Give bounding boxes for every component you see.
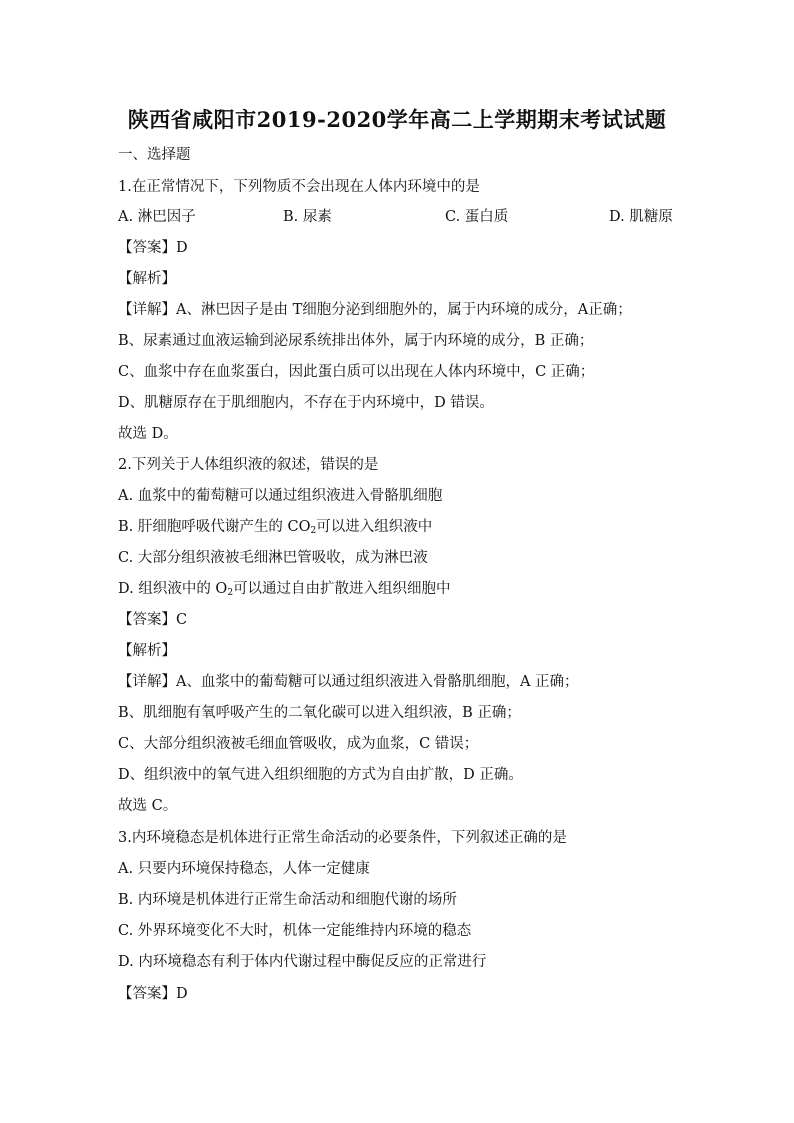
q1-analysis-label: 【解析】 <box>118 271 176 287</box>
q2-option-d <box>118 580 718 602</box>
q2-option-d-subscript: 2 <box>227 588 234 598</box>
q3-stem: 3.内环境稳态是机体进行正常生命活动的必要条件，下列叙述正确的是 <box>118 830 567 846</box>
q1-conclusion: 故选 D。 <box>118 426 178 442</box>
q1-option-b: B. 尿素 <box>283 209 332 225</box>
q1-stem: 1.在正常情况下，下列物质不会出现在人体内环境中的是 <box>118 179 480 195</box>
q1-answer: 【答案】D <box>118 240 188 256</box>
q1-detail-line: B、尿素通过血液运输到泌尿系统排出体外，属于内环境的成分，B 正确； <box>118 333 594 349</box>
q2-option-b-text-end: 可以进入组织液中 <box>316 519 433 535</box>
q3-option-b: B. 内环境是机体进行正常生命活动和细胞代谢的场所 <box>118 892 457 908</box>
q2-option-d-text-end: 可以通过自由扩散进入组织细胞中 <box>233 581 451 597</box>
q1-detail-line: D、肌糖原存在于肌细胞内，不存在于内环境中，D 错误。 <box>118 395 494 411</box>
q2-option-a: A. 血浆中的葡萄糖可以通过组织液进入骨骼肌细胞 <box>118 488 443 504</box>
q2-conclusion: 故选 C。 <box>118 798 178 814</box>
q2-answer: 【答案】C <box>118 612 188 628</box>
q1-option-d: D. 肌糖原 <box>609 209 673 225</box>
q2-detail-line: B、肌细胞有氧呼吸产生的二氧化碳可以进入组织液，B 正确； <box>118 705 521 721</box>
q3-answer: 【答案】D <box>118 986 188 1002</box>
q2-option-d-text: D. 组织液中的 O <box>118 581 228 597</box>
q3-option-c: C. 外界环境变化不大时，机体一定能维持内环境的稳态 <box>118 923 472 939</box>
q3-option-a: A. 只要内环境保持稳态，人体一定健康 <box>118 861 370 877</box>
q2-detail-line: D、组织液中的氧气进入组织细胞的方式为自由扩散，D 正确。 <box>118 767 523 783</box>
q1-option-c: C. 蛋白质 <box>445 209 509 225</box>
q1-detail-line: 【详解】A、淋巴因子是由 T细胞分泌到细胞外的，属于内环境的成分，A正确； <box>118 302 632 318</box>
q2-analysis-label: 【解析】 <box>118 643 176 659</box>
q2-detail-line: 【详解】A、血浆中的葡萄糖可以通过组织液进入骨骼肌细胞，A 正确； <box>118 674 579 690</box>
q2-stem: 2.下列关于人体组织液的叙述，错误的是 <box>118 457 379 473</box>
q2-option-b-text: B. 肝细胞呼吸代谢产生的 CO <box>118 519 311 535</box>
section-heading: 一、选择题 <box>118 147 191 163</box>
q2-option-b-subscript: 2 <box>310 526 317 536</box>
q2-option-c: C. 大部分组织液被毛细淋巴管吸收，成为淋巴液 <box>118 550 428 566</box>
q1-option-a: A. 淋巴因子 <box>118 209 196 225</box>
q1-detail-line: C、血浆中存在血浆蛋白，因此蛋白质可以出现在人体内环境中，C 正确； <box>118 364 595 380</box>
page-title: 陕西省咸阳市2019-2020学年高二上学期期末考试试题 <box>127 107 667 132</box>
q2-option-b <box>118 518 718 540</box>
q3-option-d: D. 内环境稳态有利于体内代谢过程中酶促反应的正常进行 <box>118 954 487 970</box>
q2-detail-line: C、大部分组织液被毛细血管吸收，成为血浆，C 错误； <box>118 736 479 752</box>
